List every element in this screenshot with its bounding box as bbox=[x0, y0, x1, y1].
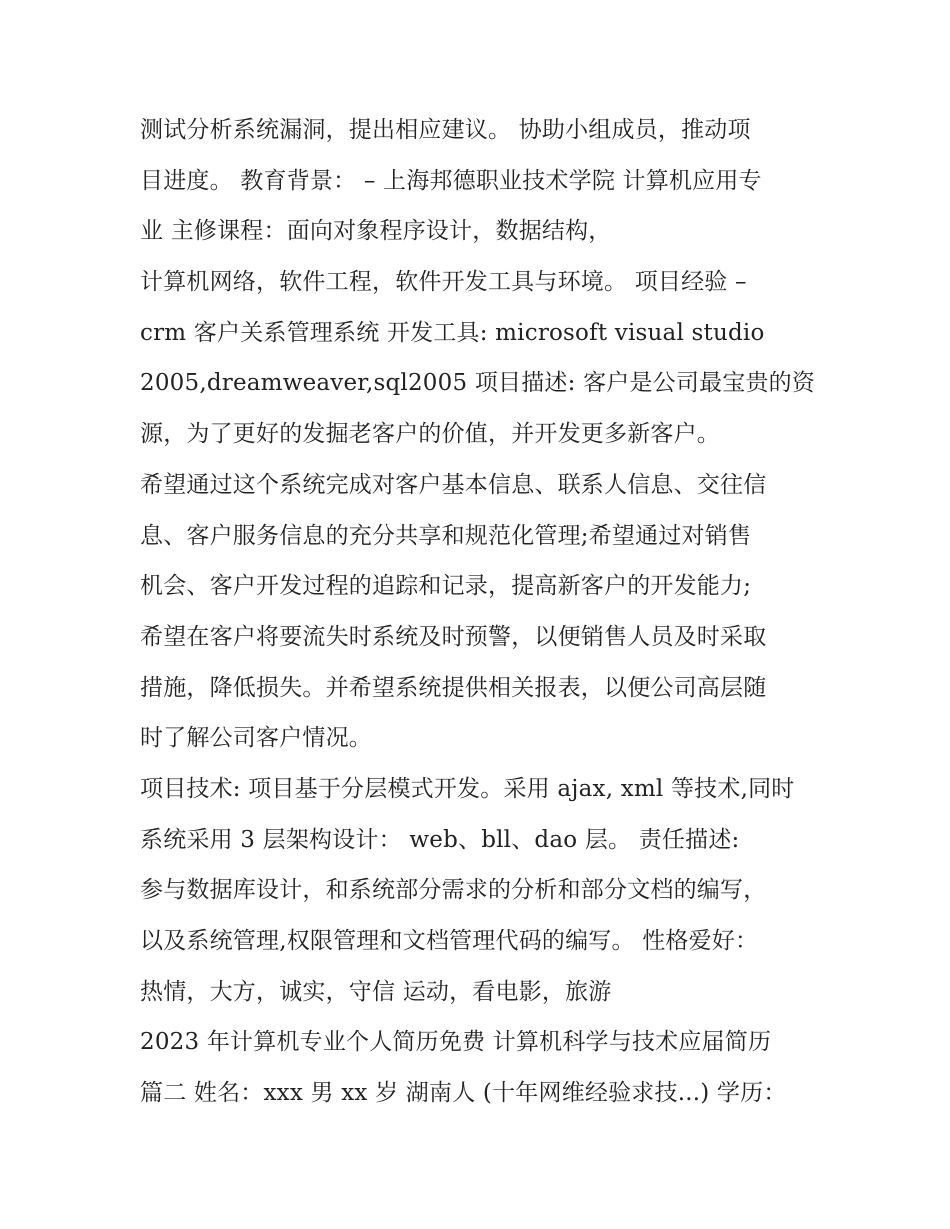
resume-text-block bbox=[140, 105, 830, 1119]
text-line: 参与数据库设计，和系统部分需求的分析和部分文档的编写， bbox=[140, 877, 767, 904]
text-line: 希望通过这个系统完成对客户基本信息、联系人信息、交往信 bbox=[140, 471, 767, 498]
text-line: 息、客户服务信息的充分共享和规范化管理;希望通过对销售 bbox=[140, 522, 752, 549]
text-line: crm 客户关系管理系统 开发工具: microsoft visual studio bbox=[140, 319, 765, 346]
text-line: 篇二 姓名：xxx 男 xx 岁 湖南人 (十年网维经验求技...) 学历： bbox=[140, 1080, 787, 1107]
text-line: 测试分析系统漏洞，提出相应建议。 协助小组成员，推动项 bbox=[140, 117, 751, 143]
text-line: 时了解公司客户情况。 bbox=[140, 725, 372, 752]
text-line: 目进度。 教育背景： – 上海邦德职业技术学院 计算机应用专 bbox=[140, 167, 762, 194]
text-line: 热情，大方，诚实，守信 运动，看电影，旅游 bbox=[140, 978, 612, 1005]
text-line: 2023 年计算机专业个人简历免费 计算机科学与技术应届简历 bbox=[140, 1029, 772, 1056]
text-line: 希望在客户将要流失时系统及时预警，以便销售人员及时采取 bbox=[140, 623, 767, 650]
text-line: 2005,dreamweaver,sql2005 项目描述: 客户是公司最宝贵的资 bbox=[140, 370, 816, 397]
text-line: 计算机网络，软件工程，软件开发工具与环境。 项目经验 – bbox=[140, 269, 747, 296]
text-line: 业 主修课程：面向对象程序设计，数据结构， bbox=[140, 218, 612, 245]
text-line: 以及系统管理,权限管理和文档管理代码的编写。 性格爱好： bbox=[140, 928, 759, 954]
text-line: 机会、客户开发过程的追踪和记录，提高新客户的开发能力; bbox=[140, 573, 752, 600]
text-line: 措施，降低损失。并希望系统提供相关报表，以便公司高层随 bbox=[140, 674, 767, 701]
text-line: 系统采用 3 层架构设计： web、bll、dao 层。 责任描述: bbox=[140, 826, 740, 853]
text-line: 项目技术: 项目基于分层模式开发。采用 ajax, xml 等技术,同时 bbox=[140, 775, 795, 802]
text-line: 源，为了更好的发掘老客户的价值，并开发更多新客户。 bbox=[140, 421, 720, 448]
